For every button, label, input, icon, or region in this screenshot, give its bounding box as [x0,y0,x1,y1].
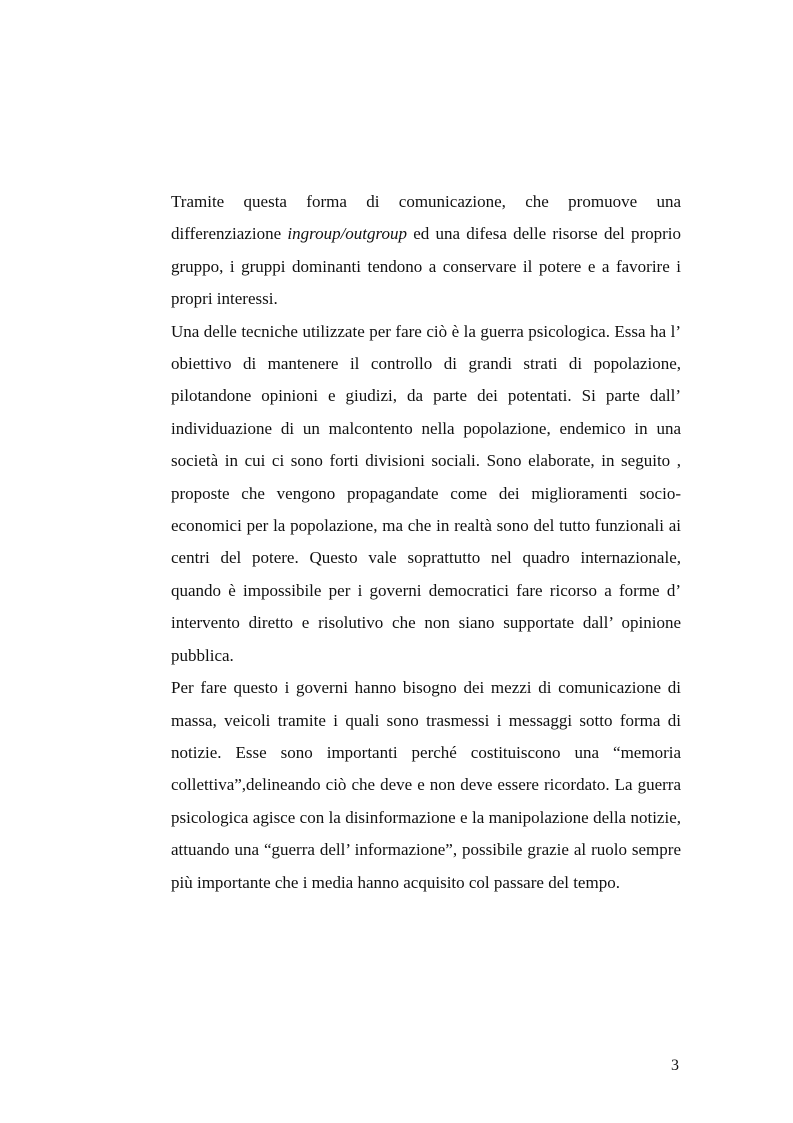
paragraph-1 [171,186,681,316]
body-text [171,186,681,899]
paragraph-1-text-start: Tramite questa forma di comunicazione, che promuove una differenziazione [171,192,681,244]
paragraph-3-text: Per fare questo i governi hanno bisogno dei mezzi di comunicazione di massa, veicoli tramite i quali sono trasmessi i messaggi sotto forma di notizie. Esse sono importanti perché costituiscono una “memoria collettiva”,delineando ciò che deve e non deve essere ricordato. La guerra psicologica agisce con la disinformazione e la manipolazione della notizie, attuando una “guerra dell’ informazione”, possibile grazie al ruolo sempre più importante che i media hanno acquisito col passare del tempo. [171,678,681,892]
paragraph-1-text-end: ed una difesa delle risorse del proprio gruppo, i gruppi dominanti tendono a conservare il potere e a favorire i propri interessi. [171,224,681,309]
page-number: 3 [671,1057,679,1074]
paragraph-2 [171,316,681,672]
paragraph-2-text: Una delle tecniche utilizzate per fare ciò è la guerra psicologica. Essa ha l’ obiettivo di mantenere il controllo di grandi strati di popolazione, pilotandone opinioni e giudizi, da parte dei potentati. Si parte dall’ individuazione di un malcontento nella popolazione, endemico in una società in cui ci sono forti divisioni sociali. Sono elaborate, in seguito , proposte che vengono propagandate come dei miglioramenti socio-economici per la popolazione, ma che in realtà sono del tutto funzionali ai centri del potere. Questo vale soprattutto nel quadro internazionale, quando è impossibile per i governi democratici fare ricorso a forme d’ intervento diretto e risolutivo che non siano supportate dall’ opinione pubblica. [171,321,681,665]
paragraph-3 [171,672,681,899]
paragraph-1-italic-term: ingroup/outgroup [287,224,407,244]
